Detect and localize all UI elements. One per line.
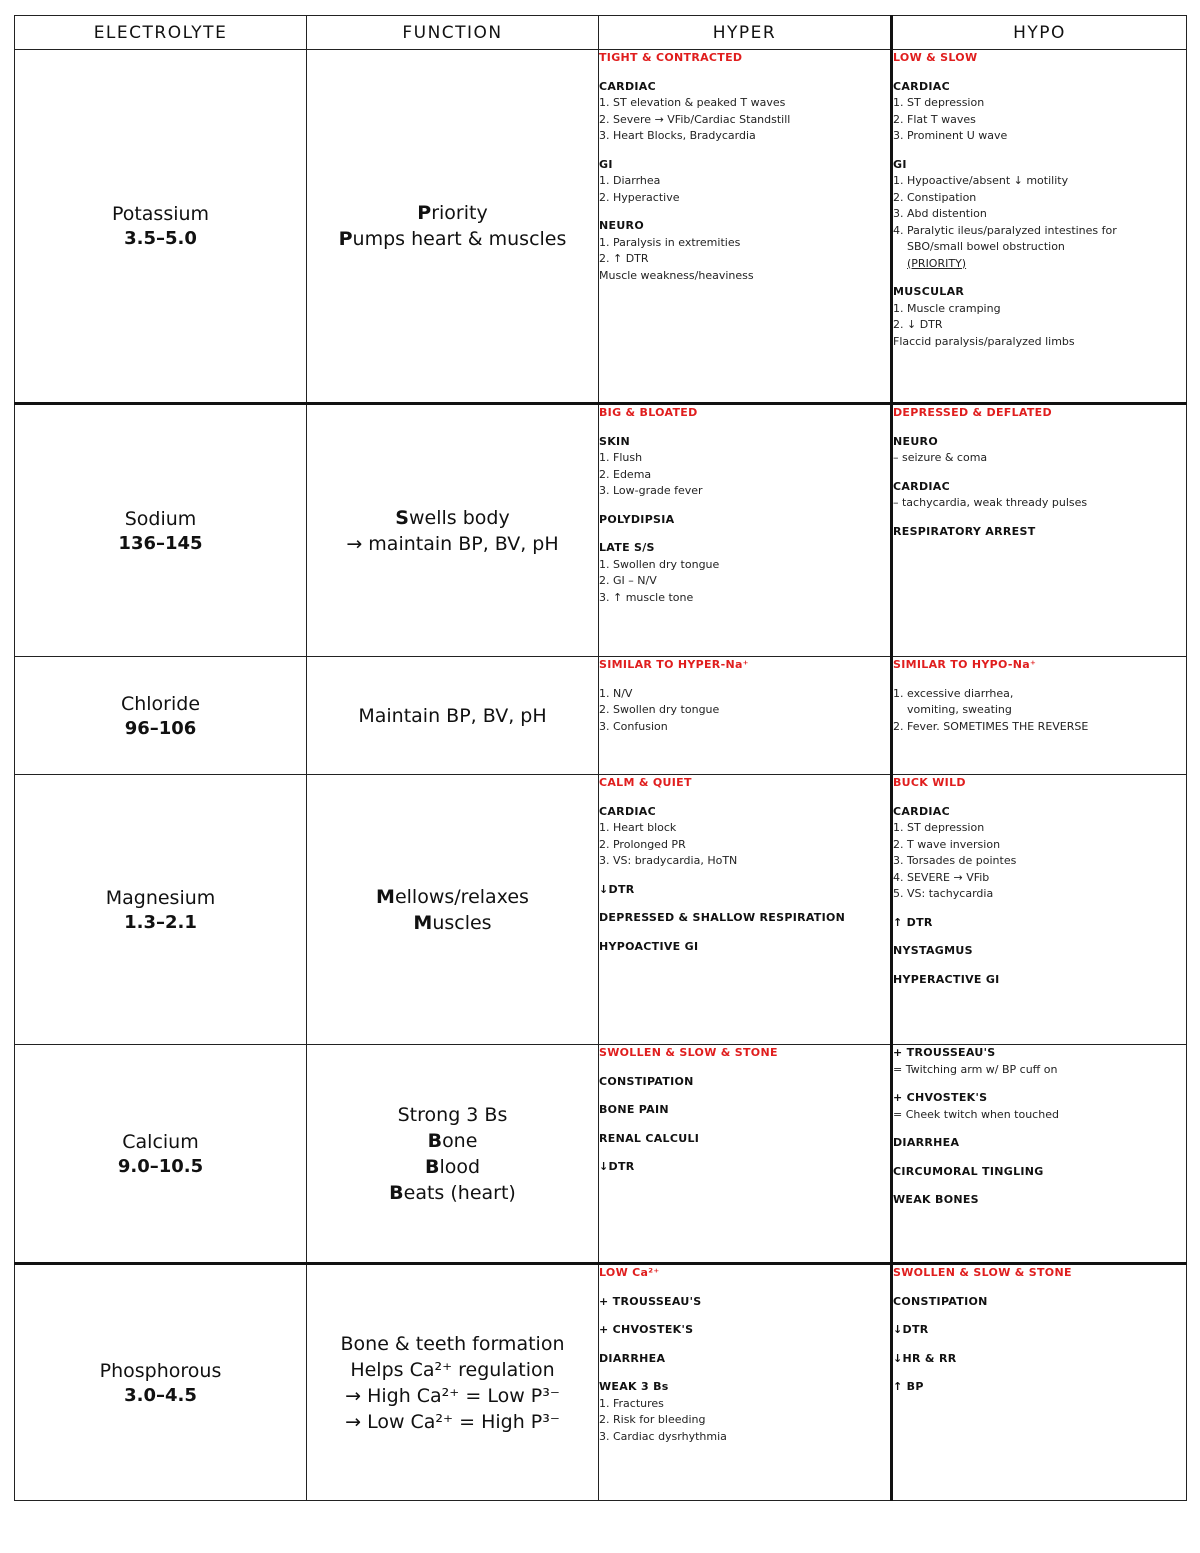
hypo-section-heading: ↓HR & RR bbox=[893, 1351, 957, 1365]
hypo-section-heading: HYPERACTIVE GI bbox=[893, 972, 1000, 986]
function-line bbox=[307, 1331, 598, 1357]
electrolyte-name: Phosphorous bbox=[99, 1359, 222, 1382]
hyper-cell bbox=[599, 50, 892, 404]
hyper-section-heading: DEPRESSED & SHALLOW RESPIRATION bbox=[599, 911, 846, 924]
function-text: Maintain BP, BV, pH bbox=[358, 704, 547, 727]
function-text: lood bbox=[439, 1155, 481, 1178]
hyper-section bbox=[599, 79, 890, 145]
hyper-item: 2. Risk for bleeding bbox=[599, 1413, 706, 1426]
function-line bbox=[307, 1180, 598, 1206]
hyper-section bbox=[599, 657, 890, 674]
hyper-section bbox=[599, 434, 890, 500]
function-text: one bbox=[442, 1129, 478, 1152]
hypo-cell bbox=[892, 404, 1187, 657]
hyper-item: 1. Diarrhea bbox=[599, 174, 661, 187]
function-line bbox=[307, 1357, 598, 1383]
function-text: ellows/relaxes bbox=[394, 885, 529, 908]
header-row bbox=[15, 16, 1187, 50]
function-text: uscles bbox=[432, 911, 492, 934]
hyper-section bbox=[599, 1379, 890, 1445]
hypo-item: (PRIORITY) bbox=[907, 256, 967, 270]
electrolyte-cell bbox=[15, 404, 307, 657]
hyper-section-heading: BONE PAIN bbox=[599, 1103, 669, 1116]
hypo-item: vomiting, sweating bbox=[907, 703, 1012, 716]
hypo-section-heading: CARDIAC bbox=[893, 479, 950, 493]
hyper-section-heading: ↓DTR bbox=[599, 1160, 635, 1173]
hyper-section bbox=[599, 1265, 890, 1282]
function-text: Strong 3 Bs bbox=[397, 1103, 508, 1126]
hypo-cell bbox=[892, 1264, 1187, 1501]
hypo-section bbox=[893, 657, 1186, 674]
hypo-section bbox=[893, 775, 1186, 792]
header-function: FUNCTION bbox=[307, 16, 599, 50]
hyper-section-heading: POLYDIPSIA bbox=[599, 512, 675, 526]
hypo-item: 2. Fever. SOMETIMES THE REVERSE bbox=[893, 719, 1089, 733]
hypo-item: 3. Abd distention bbox=[893, 207, 987, 220]
hypo-section-heading: LOW & SLOW bbox=[893, 51, 978, 64]
hypo-section-heading: RESPIRATORY ARREST bbox=[893, 524, 1036, 538]
hyper-section bbox=[599, 157, 890, 207]
function-text: → Low Ca²⁺ = High P³⁻ bbox=[345, 1410, 560, 1433]
function-line bbox=[307, 910, 598, 936]
function-cell bbox=[307, 775, 599, 1045]
hyper-cell bbox=[599, 404, 892, 657]
hypo-section-heading: CIRCUMORAL TINGLING bbox=[893, 1164, 1044, 1178]
table-row bbox=[15, 50, 1187, 404]
table-row bbox=[15, 775, 1187, 1045]
function-text: Helps Ca²⁺ regulation bbox=[350, 1358, 555, 1381]
hypo-section bbox=[893, 405, 1186, 422]
table-row bbox=[15, 404, 1187, 657]
hypo-item: 1. ST depression bbox=[893, 96, 985, 109]
hypo-item: 1. Hypoactive/absent ↓ motility bbox=[893, 174, 1069, 187]
function-initial: B bbox=[424, 1155, 440, 1178]
electrolyte-table bbox=[14, 15, 1187, 1501]
function-cell bbox=[307, 1264, 599, 1501]
hypo-section-heading: CONSTIPATION bbox=[893, 1294, 988, 1308]
hypo-section-heading: DIARRHEA bbox=[893, 1136, 960, 1149]
function-text: → maintain BP, BV, pH bbox=[346, 532, 559, 555]
hyper-section bbox=[599, 1159, 890, 1176]
hyper-section-heading: ↓DTR bbox=[599, 882, 635, 896]
hypo-section-heading: SIMILAR TO HYPO-Na⁺ bbox=[893, 658, 1037, 671]
hyper-section-heading: DIARRHEA bbox=[599, 1351, 666, 1365]
hypo-section-heading: + CHVOSTEK'S bbox=[893, 1091, 988, 1104]
electrolyte-range: 3.5–5.0 bbox=[124, 228, 197, 249]
hypo-cell bbox=[892, 50, 1187, 404]
hyper-section bbox=[599, 50, 890, 67]
hypo-section bbox=[893, 1265, 1186, 1282]
hypo-item: 2. T wave inversion bbox=[893, 837, 1001, 851]
hypo-section-heading: CARDIAC bbox=[893, 804, 950, 818]
hyper-item: 2. GI – N/V bbox=[599, 574, 657, 587]
hypo-section-heading: GI bbox=[893, 157, 907, 171]
function-line bbox=[307, 505, 598, 531]
hyper-item: 2. ↑ DTR bbox=[599, 252, 649, 265]
hyper-section bbox=[599, 1045, 890, 1062]
hypo-section bbox=[893, 434, 1186, 467]
electrolyte-range: 96–106 bbox=[124, 717, 197, 739]
hypo-section bbox=[893, 1045, 1186, 1078]
hyper-section-heading: + TROUSSEAU'S bbox=[599, 1294, 702, 1308]
table-row bbox=[15, 1264, 1187, 1501]
hypo-item: = Cheek twitch when touched bbox=[893, 1107, 1059, 1121]
hyper-cell bbox=[599, 657, 892, 775]
table-row bbox=[15, 657, 1187, 775]
hyper-section bbox=[599, 540, 890, 606]
hypo-section bbox=[893, 972, 1186, 989]
function-line bbox=[307, 200, 598, 226]
electrolyte-range: 136–145 bbox=[118, 532, 203, 554]
header-hypo: HYPO bbox=[892, 16, 1187, 50]
hyper-section bbox=[599, 1294, 890, 1311]
hyper-section-heading: RENAL CALCULI bbox=[599, 1131, 700, 1145]
hyper-section bbox=[599, 1131, 890, 1148]
hypo-section-heading: ↓DTR bbox=[893, 1323, 929, 1336]
hyper-section bbox=[599, 882, 890, 899]
table-row bbox=[15, 1045, 1187, 1264]
electrolyte-name: Chloride bbox=[120, 692, 201, 715]
hypo-item: = Twitching arm w/ BP cuff on bbox=[893, 1062, 1058, 1076]
hypo-cell bbox=[892, 775, 1187, 1045]
hypo-cell bbox=[892, 657, 1187, 775]
function-initial: P bbox=[417, 202, 432, 224]
function-initial: M bbox=[376, 885, 395, 908]
hyper-item: 1. N/V bbox=[599, 686, 633, 700]
hypo-section-heading: CARDIAC bbox=[893, 79, 950, 93]
hypo-section bbox=[893, 50, 1186, 67]
hyper-section-heading: TIGHT & CONTRACTED bbox=[599, 51, 743, 64]
hypo-section-heading: SWOLLEN & SLOW & STONE bbox=[893, 1266, 1072, 1279]
hyper-section bbox=[599, 405, 890, 422]
function-cell bbox=[307, 657, 599, 775]
hyper-section-heading: BIG & BLOATED bbox=[599, 406, 698, 419]
hyper-item: 3. VS: bradycardia, HoTN bbox=[599, 854, 738, 867]
function-text: umps heart & muscles bbox=[352, 228, 567, 250]
hypo-cell bbox=[892, 1045, 1187, 1264]
hyper-section-heading: LATE S/S bbox=[599, 541, 655, 554]
hyper-item: 1. Heart block bbox=[599, 821, 677, 834]
hypo-section-heading: NEURO bbox=[893, 434, 938, 448]
hyper-section-heading: WEAK 3 Bs bbox=[599, 1380, 669, 1393]
hyper-section bbox=[599, 939, 890, 956]
header-electrolyte: ELECTROLYTE bbox=[15, 16, 307, 50]
function-line bbox=[307, 884, 598, 910]
hypo-section-heading: NYSTAGMUS bbox=[893, 944, 973, 957]
hypo-section-heading: MUSCULAR bbox=[893, 285, 965, 298]
hypo-section-heading: WEAK BONES bbox=[893, 1193, 979, 1206]
hypo-item: 2. ↓ DTR bbox=[893, 318, 943, 331]
hyper-section bbox=[599, 1102, 890, 1119]
hypo-item: – seizure & coma bbox=[893, 451, 988, 464]
hyper-item: 1. Swollen dry tongue bbox=[599, 557, 720, 571]
function-text: → High Ca²⁺ = Low P³⁻ bbox=[345, 1384, 560, 1407]
hypo-section-heading: DEPRESSED & DEFLATED bbox=[893, 406, 1052, 419]
hyper-item: 3. Heart Blocks, Bradycardia bbox=[599, 129, 756, 142]
hypo-item: 1. ST depression bbox=[893, 821, 985, 834]
hypo-section bbox=[893, 686, 1186, 736]
hypo-section bbox=[893, 1135, 1186, 1152]
hypo-item: Flaccid paralysis/paralyzed limbs bbox=[893, 334, 1075, 348]
hyper-section bbox=[599, 775, 890, 792]
hyper-item: 2. Swollen dry tongue bbox=[599, 703, 720, 716]
hypo-item: 4. Paralytic ileus/paralyzed intestines for bbox=[893, 223, 1117, 237]
function-initial: S bbox=[395, 506, 409, 529]
hyper-cell bbox=[599, 1045, 892, 1264]
hyper-section-heading: SKIN bbox=[599, 434, 630, 448]
hyper-item: 1. Fractures bbox=[599, 1396, 664, 1410]
hypo-section-heading: ↑ BP bbox=[893, 1380, 924, 1393]
hyper-section-heading: CONSTIPATION bbox=[599, 1074, 694, 1088]
hypo-section bbox=[893, 284, 1186, 350]
hypo-section-heading: ↑ DTR bbox=[893, 915, 933, 929]
hypo-section bbox=[893, 943, 1186, 960]
function-line bbox=[307, 1409, 598, 1435]
hyper-cell bbox=[599, 1264, 892, 1501]
hyper-section-heading: LOW Ca²⁺ bbox=[599, 1266, 660, 1279]
hyper-item: 3. Cardiac dysrhythmia bbox=[599, 1429, 727, 1443]
hyper-section-heading: CARDIAC bbox=[599, 804, 656, 818]
hyper-item: 3. Low-grade fever bbox=[599, 484, 703, 497]
hyper-item: 2. Edema bbox=[599, 467, 652, 481]
electrolyte-cell bbox=[15, 1264, 307, 1501]
function-cell bbox=[307, 1045, 599, 1264]
hypo-section bbox=[893, 1322, 1186, 1339]
hypo-section bbox=[893, 915, 1186, 932]
function-text: wells body bbox=[408, 506, 510, 529]
function-text: Bone & teeth formation bbox=[340, 1332, 565, 1355]
hyper-item: 2. Severe → VFib/Cardiac Standstill bbox=[599, 112, 791, 126]
hyper-item: Muscle weakness/heaviness bbox=[599, 268, 754, 282]
hyper-section bbox=[599, 686, 890, 736]
hypo-section-heading: + TROUSSEAU'S bbox=[893, 1046, 996, 1059]
hypo-item: 4. SEVERE → VFib bbox=[893, 870, 990, 884]
hyper-section bbox=[599, 218, 890, 284]
electrolyte-range: 3.0–4.5 bbox=[124, 1384, 197, 1406]
hypo-item: 3. Torsades de pointes bbox=[893, 854, 1017, 867]
hyper-section-heading: HYPOACTIVE GI bbox=[599, 939, 699, 953]
hyper-section-heading: + CHVOSTEK'S bbox=[599, 1323, 694, 1336]
hyper-item: 1. ST elevation & peaked T waves bbox=[599, 96, 786, 109]
electrolyte-name: Sodium bbox=[124, 507, 197, 530]
electrolyte-cell bbox=[15, 775, 307, 1045]
electrolyte-cell bbox=[15, 50, 307, 404]
function-line bbox=[307, 703, 598, 729]
hyper-item: 2. Prolonged PR bbox=[599, 837, 686, 851]
hypo-item: 2. Constipation bbox=[893, 190, 977, 204]
hyper-section bbox=[599, 804, 890, 870]
hypo-section bbox=[893, 524, 1186, 541]
header-hyper: HYPER bbox=[599, 16, 892, 50]
hyper-item: 1. Flush bbox=[599, 451, 643, 464]
hyper-section bbox=[599, 1322, 890, 1339]
hyper-section bbox=[599, 910, 890, 927]
electrolyte-cell bbox=[15, 657, 307, 775]
electrolyte-name: Calcium bbox=[122, 1130, 199, 1153]
hypo-section bbox=[893, 1351, 1186, 1368]
hypo-item: 1. excessive diarrhea, bbox=[893, 686, 1014, 700]
hypo-section bbox=[893, 79, 1186, 145]
hyper-section bbox=[599, 1074, 890, 1091]
electrolyte-name: Magnesium bbox=[105, 886, 216, 909]
hypo-section bbox=[893, 1192, 1186, 1209]
hyper-section-heading: CARDIAC bbox=[599, 79, 656, 93]
hypo-item: SBO/small bowel obstruction bbox=[907, 240, 1065, 253]
function-initial: M bbox=[413, 911, 433, 934]
hyper-section bbox=[599, 512, 890, 529]
hyper-section-heading: SIMILAR TO HYPER-Na⁺ bbox=[599, 658, 749, 671]
function-text: eats (heart) bbox=[403, 1181, 516, 1204]
function-line bbox=[307, 531, 598, 557]
hypo-section bbox=[893, 1379, 1186, 1396]
hypo-item: 3. Prominent U wave bbox=[893, 129, 1008, 142]
hypo-item: 5. VS: tachycardia bbox=[893, 887, 994, 900]
hypo-section bbox=[893, 804, 1186, 903]
function-line bbox=[307, 1128, 598, 1154]
hypo-item: – tachycardia, weak thready pulses bbox=[893, 496, 1088, 509]
hyper-item: 1. Paralysis in extremities bbox=[599, 235, 741, 249]
function-text: riority bbox=[431, 202, 488, 224]
hyper-section-heading: SWOLLEN & SLOW & STONE bbox=[599, 1046, 778, 1059]
hypo-section-heading: BUCK WILD bbox=[893, 776, 966, 789]
hyper-section-heading: NEURO bbox=[599, 219, 644, 232]
hyper-section-heading: GI bbox=[599, 157, 613, 171]
function-initial: P bbox=[338, 228, 353, 250]
hyper-section-heading: CALM & QUIET bbox=[599, 776, 692, 789]
hypo-section bbox=[893, 157, 1186, 273]
function-cell bbox=[307, 404, 599, 657]
hypo-item: 1. Muscle cramping bbox=[893, 301, 1001, 315]
hypo-section bbox=[893, 1090, 1186, 1123]
hypo-section bbox=[893, 479, 1186, 512]
electrolyte-range: 9.0–10.5 bbox=[117, 1155, 204, 1177]
function-cell bbox=[307, 50, 599, 404]
hyper-cell bbox=[599, 775, 892, 1045]
function-line bbox=[307, 1102, 598, 1128]
hyper-item: 3. Confusion bbox=[599, 719, 668, 733]
hyper-section bbox=[599, 1351, 890, 1368]
function-line bbox=[307, 226, 598, 252]
function-line bbox=[307, 1154, 598, 1180]
function-initial: B bbox=[389, 1181, 404, 1204]
electrolyte-range: 1.3–2.1 bbox=[124, 911, 197, 933]
hypo-item: 2. Flat T waves bbox=[893, 112, 976, 126]
hyper-item: 2. Hyperactive bbox=[599, 190, 680, 204]
function-initial: B bbox=[427, 1129, 443, 1152]
hypo-section bbox=[893, 1164, 1186, 1181]
hyper-item: 3. ↑ muscle tone bbox=[599, 590, 694, 604]
function-line bbox=[307, 1383, 598, 1409]
hypo-section bbox=[893, 1294, 1186, 1311]
electrolyte-name: Potassium bbox=[111, 203, 210, 225]
electrolyte-cell bbox=[15, 1045, 307, 1264]
